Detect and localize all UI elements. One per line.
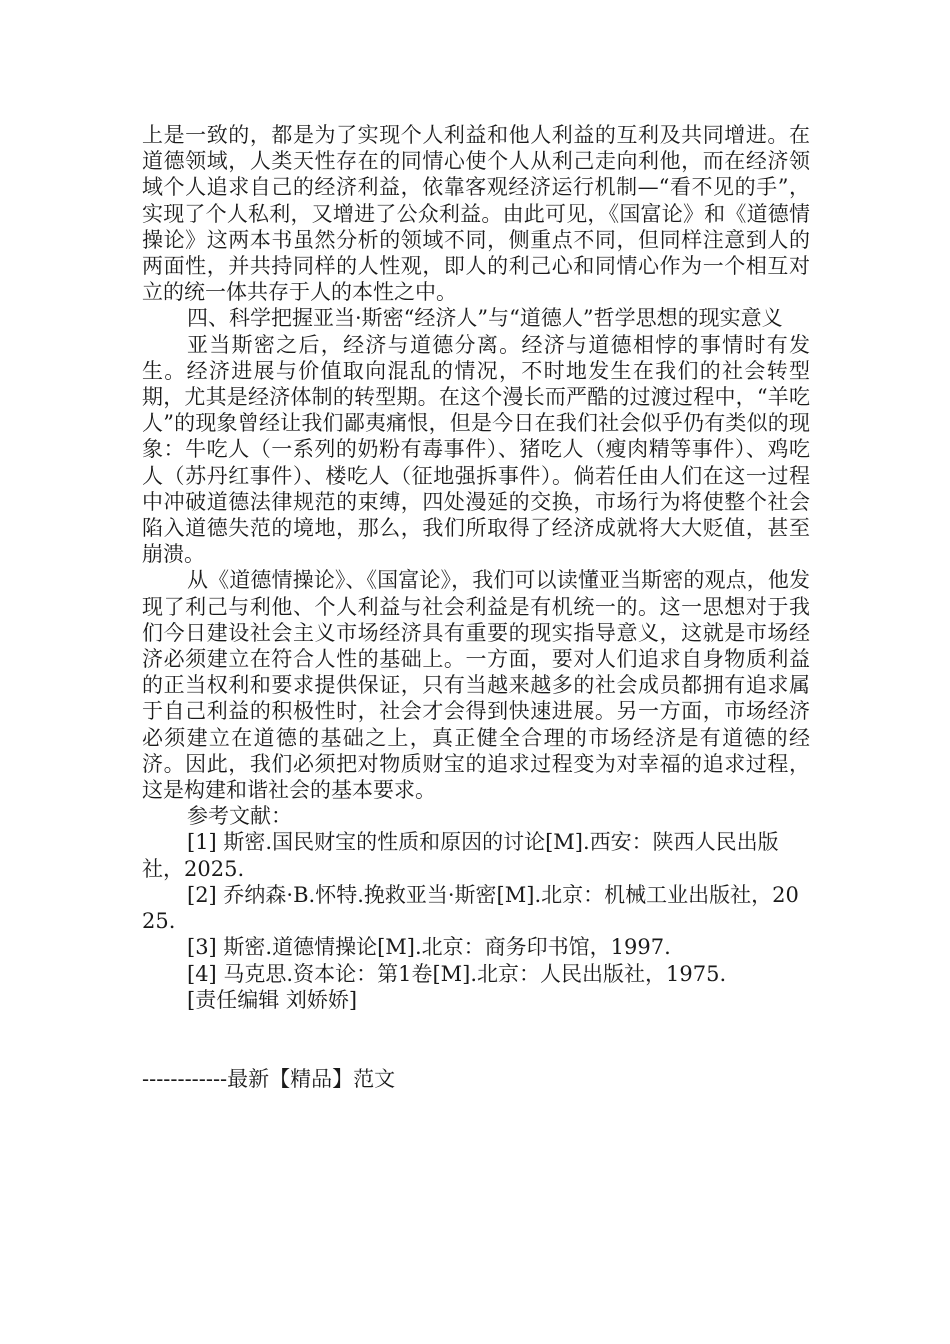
reference-item: [1] 斯密.国民财宝的性质和原因的讨论[M].西安：陕西人民出版社，2025. [142,830,779,881]
responsible-editor: [责任编辑 刘娇娇] [187,987,358,1012]
paragraph: 从《道德情操论》、《国富论》，我们可以读懂亚当斯密的观点，他发现了利己与利他、个人利益与社会利益是有机统一的。这一思想对于我们今日建设社会主义市场经济具有重要的现实指导意义，这就是市场经济必须建立在符合人性的基础上。一方面，要对人们追求自身物质利益的正当权利和要求提供保证，只有当越来越多的社会成员都拥有追求属于自己利益的积极性时，社会才会得到快速进展。另一方面，市场经济必须建立在道德的基础之上，真正健全合理的市场经济是有道德的经济。因此，我们必须把对物质财宝的追求过程变为对幸福的追求过程，这是构建和谐社会的基本要求。 [142,568,810,803]
paragraph: 亚当斯密之后，经济与道德分离。经济与道德相悖的事情时有发生。经济进展与价值取向混乱的情况，不时地发生在我们的社会转型期，尤其是经济体制的转型期。在这个漫长而严酷的过渡过程中，“羊吃人”的现象曾经让我们鄙夷痛恨，但是今日在我们社会似乎仍有类似的现象：牛吃人（一系列的奶粉有毒事件）、猪吃人（瘦肉精等事件）、鸡吃人（苏丹红事件）、楼吃人（征地强拆事件）。倘若任由人们在这一过程中冲破道德法律规范的束缚，四处漫延的交换，市场行为将使整个社会陷入道德失范的境地，那么，我们所取得了经济成就将大大贬值，甚至崩溃。 [142,332,810,567]
reference-item: [2] 乔纳森·B.怀特.挽救亚当·斯密[M].北京：机械工业出版社，2025. [142,882,799,934]
footer-banner: ------------最新【精品】范文 [142,1067,396,1091]
section-heading: 四、科学把握亚当·斯密“经济人”与“道德人”哲学思想的现实意义 [187,306,783,331]
reference-item: [3] 斯密.道德情操论[M].北京：商务印书馆，1997. [187,935,671,960]
document-body [142,122,810,1013]
references-heading: 参考文献： [187,804,292,829]
reference-item: [4] 马克思.资本论：第1卷[M].北京：人民出版社，1975. [187,961,727,986]
paragraph-continuation: 上是一致的，都是为了实现个人利益和他人利益的互利及共同增进。在道德领域，人类天性存在的同情心使个人从利己走向利他，而在经济领域个人追求自己的经济利益，依靠客观经济运行机制—“看不见的手”，实现了个人私利，又增进了公众利益。由此可见，《国富论》和《道德情操论》这两本书虽然分析的领域不同，侧重点不同，但同样注意到人的两面性，并共持同样的人性观，即人的利己心和同情心作为一个相互对立的统一体共存于人的本性之中。 [142,123,810,305]
